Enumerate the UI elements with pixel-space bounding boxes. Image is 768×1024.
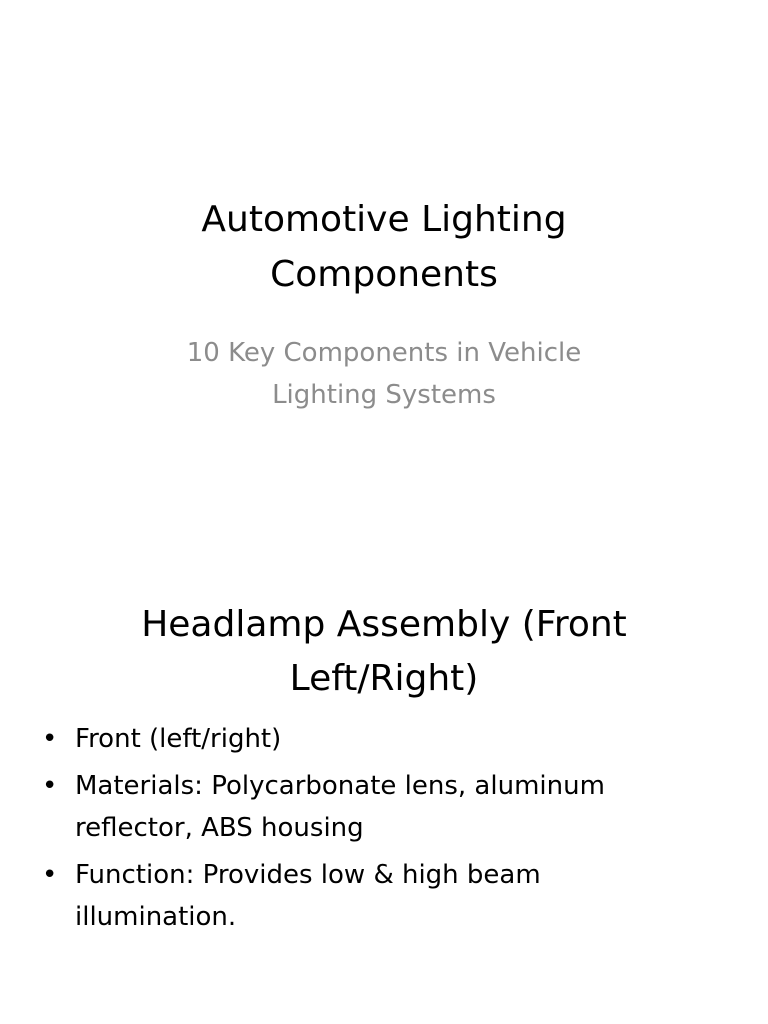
slide-title-line-2: Components [270, 254, 498, 295]
slide-subtitle-line-2: Lighting Systems [272, 380, 496, 410]
section-title [60, 598, 708, 706]
bullet-text-line-2: reflector, ABS housing [75, 813, 364, 843]
bullet-text-line-1: Materials: Polycarbonate lens, aluminum [75, 771, 605, 801]
slide-subtitle-line-1: 10 Key Components in Vehicle [186, 338, 582, 368]
bullet-item [40, 718, 730, 760]
bullet-dot-icon: • [42, 860, 58, 890]
bullet-text-line-1: Front (left/right) [75, 724, 282, 754]
bullet-dot-icon: • [42, 724, 58, 754]
section-title-line-2: Left/Right) [289, 658, 479, 699]
bullet-item [40, 765, 730, 849]
slide-subtitle [60, 332, 708, 416]
bullet-text-line-1: Function: Provides low & high beam [75, 860, 541, 890]
section-title-line-1: Headlamp Assembly (Front [141, 604, 627, 645]
slide-title [60, 192, 708, 302]
bullet-item [40, 854, 730, 938]
bullet-list [40, 718, 730, 943]
bullet-dot-icon: • [42, 771, 58, 801]
bullet-text-line-2: illumination. [75, 902, 237, 932]
slide-title-line-1: Automotive Lighting [201, 199, 567, 240]
